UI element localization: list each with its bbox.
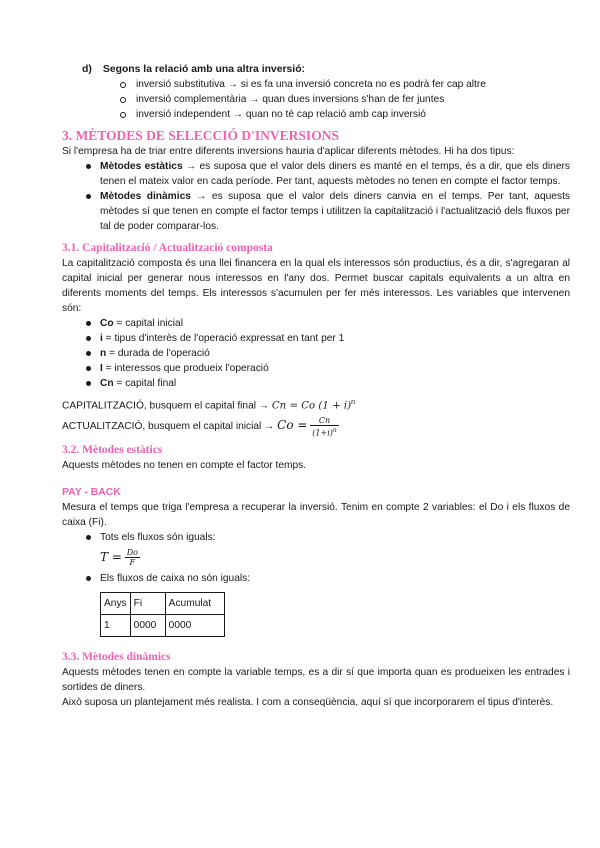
table-header-cell: Anys <box>101 592 131 614</box>
section-3-2-heading: 3.2. Mètodes estàtics <box>62 443 163 456</box>
variable-symbol: I <box>100 363 103 374</box>
table-cell: 0000 <box>130 614 165 636</box>
variable-symbol: n <box>100 348 107 359</box>
payback-body: Mesura el temps que triga l'empresa a recuperar la inversió. Tenim en compte 2 variables: el Do i els fluxos de caixa (Fi). <box>62 501 570 528</box>
table-header-row <box>101 592 225 614</box>
list-item <box>62 331 570 346</box>
list-item: inversió substitutiva → si es fa una inversió concreta no es podrà fer cap altre <box>62 77 570 92</box>
list-item <box>62 159 570 189</box>
cash-flow-table <box>100 592 225 637</box>
capitalization-exponent: n <box>351 399 356 406</box>
section-3-1-heading: 3.1. Capitalització / Actualització composta <box>62 242 273 254</box>
list-item: inversió complementària → quan dues inversions s'han de fer juntes <box>62 92 570 107</box>
variable-symbol: Co <box>100 318 114 329</box>
actualization-text: ACTUALITZACIÓ, busquem el capital inicial → <box>62 421 278 433</box>
table-header-cell: Fi <box>130 592 165 614</box>
subsection-d-heading <box>82 62 570 77</box>
list-item <box>62 346 570 361</box>
list-item <box>62 361 570 376</box>
table-cell: 1 <box>101 614 131 636</box>
term: Mètodes estàtics <box>100 161 183 172</box>
list-item: Els fluxos de caixa no són iguals: <box>62 571 570 586</box>
variable-description: = tipus d'interès de l'operació expressat en tant per 1 <box>102 333 345 344</box>
list-item: inversió independent → quan no té cap relació amb cap inversió <box>62 107 570 122</box>
list-item <box>62 316 570 331</box>
variable-description: = capital final <box>113 378 177 389</box>
variables-list <box>62 316 570 391</box>
denominator-exponent: n <box>332 426 337 434</box>
table-row <box>101 614 225 636</box>
variable-symbol: i <box>100 333 103 344</box>
list-item <box>62 376 570 391</box>
fraction-denominator <box>310 426 338 438</box>
table-cell: 0000 <box>165 614 224 636</box>
section-3-3-paragraph-2: Això suposa un plantejament més realista. I com a conseqüència, aquí sí que incorporarem el tipus d'interès. <box>62 696 554 708</box>
term: Mètodes dinàmics <box>100 191 191 202</box>
table-header-cell: Acumulat <box>165 592 224 614</box>
payback-formula <box>100 545 570 571</box>
actualization-fraction <box>310 416 338 438</box>
denominator-base: (1+i) <box>312 428 333 438</box>
section-3-3-paragraph-1: Aquests mètodes tenen en compte la variable temps, es a dir sí que importa quan es produeixen les entrades i sortides de diners. <box>62 666 570 693</box>
list-item: Tots els fluxos són iguals: <box>62 530 570 545</box>
fraction-denominator: F <box>129 558 136 568</box>
term-description: → es suposa que el valor dels diners canvia en el temps. Per tant, aquests mètodes sí que tenen en compte el factor temps i utilitzen la capitalització i l'actualització dels fluxos per tal de poder comparar-los. <box>100 191 570 232</box>
section-3-1-body: La capitalització composta és una llei financera en la qual els interessos són productius, és a dir, s'agregaran al capital inicial per generar nous interessos en l'any dos. Permet buscar capitals equivalents a un altra en diferents moments del temps. Els interessos s'acumulen per fer més interessos. Les variables que intervenen són: <box>62 258 570 314</box>
variable-description: = interessos que produeix l'operació <box>102 363 269 374</box>
investment-relation-list <box>62 77 570 122</box>
actualization-lhs: Co = <box>277 418 308 433</box>
subsection-d-label: d) <box>82 64 92 75</box>
actualization-line <box>62 415 570 437</box>
section-3-intro: Si l'empresa ha de triar entre diferents inversions hauria d'aplicar diferents mètodes. Hi ha dos tipus: <box>62 146 515 157</box>
document-page <box>62 62 570 710</box>
payback-formula-lhs: T = <box>100 549 122 564</box>
capitalization-formula: Cn = Co (1 + i) <box>271 400 352 412</box>
payback-cases-list <box>62 530 570 545</box>
list-item <box>62 189 570 234</box>
method-types-list <box>62 159 570 234</box>
payback-fraction <box>125 548 140 567</box>
payback-cases-list-2 <box>62 571 570 586</box>
fraction-numerator: Do <box>126 548 138 558</box>
payback-heading: PAY - BACK <box>62 486 121 498</box>
fraction-numerator: Cn <box>310 416 338 426</box>
capitalization-text: CAPITALITZACIÓ, busquem el capital final → <box>62 400 272 412</box>
term-description: → es suposa que el valor dels diners es manté en el temps, és a dir, que els diners tenen el mateix valor en cada període. Per tant, aquests mètodes no tenen en compte el factor temps. <box>100 161 570 187</box>
section-3-2-body: Aquests mètodes no tenen en compte el factor temps. <box>62 459 307 471</box>
variable-symbol: Cn <box>100 378 114 389</box>
capitalization-line <box>62 395 570 413</box>
variable-description: = durada de l'operació <box>106 348 210 359</box>
section-3-3-heading: 3.3. Mètodes dinàmics <box>62 650 171 663</box>
variable-description: = capital inicial <box>113 318 183 329</box>
section-3-heading: 3. MÈTODES DE SELECCIÓ D'INVERSIONS <box>62 128 339 143</box>
subsection-d-title: Segons la relació amb una altra inversió: <box>102 64 306 75</box>
